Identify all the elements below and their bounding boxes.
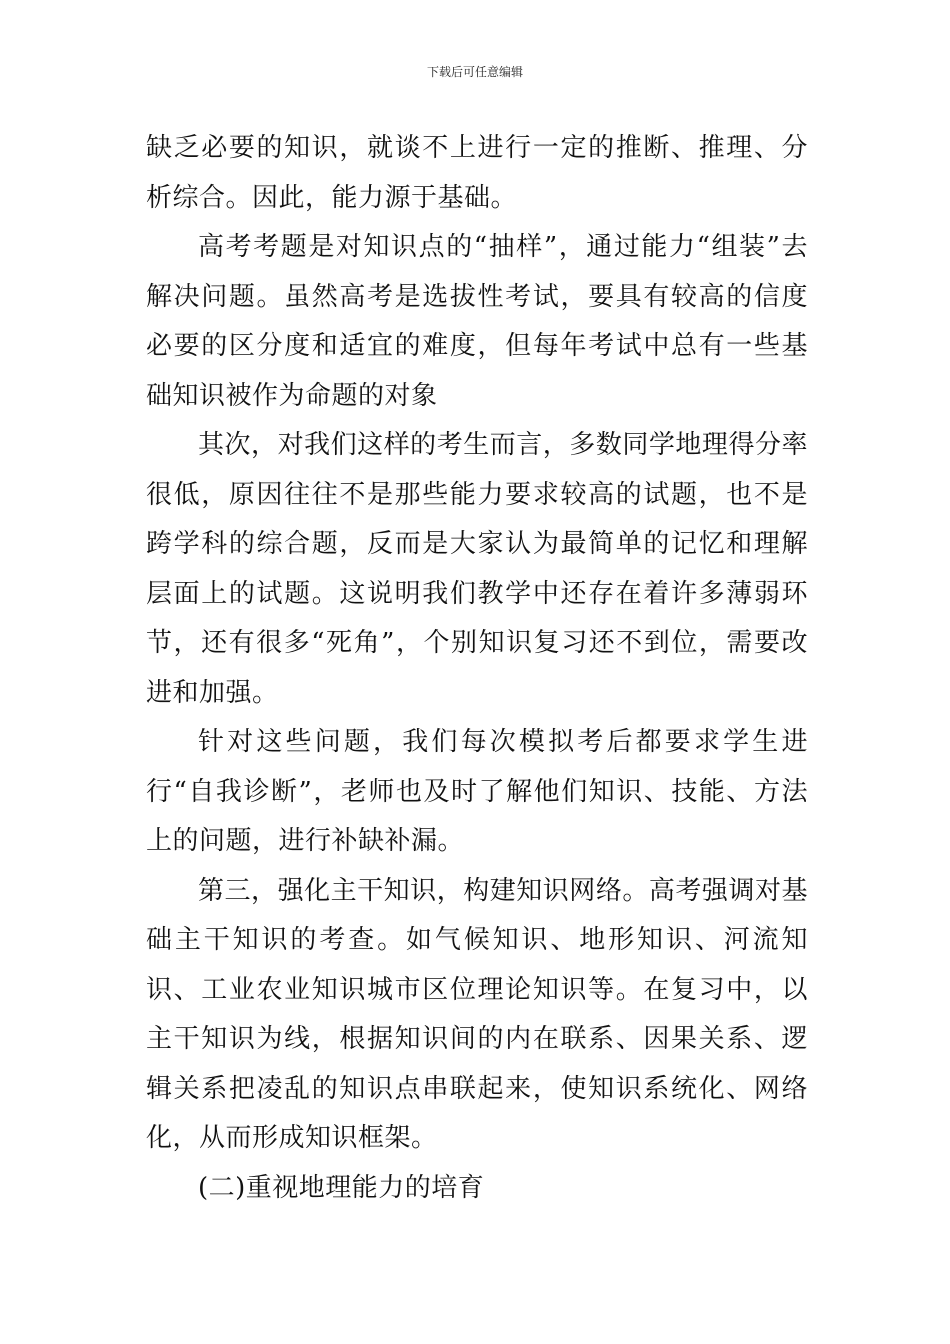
paragraph-1: 缺乏必要的知识，就谈不上进行一定的推断、推理、分析综合。因此，能力源于基础。 — [146, 133, 808, 213]
paragraph-4: 针对这些问题，我们每次模拟考后都要求学生进行“自我诊断”，老师也及时了解他们知识、技能、方法上的问题，进行补缺补漏。 — [146, 727, 808, 856]
document-body — [146, 124, 808, 1213]
paragraph-2: 高考考题是对知识点的“抽样”，通过能力“组装”去解决问题。虽然高考是选拔性考试，要具有较高的信度必要的区分度和适宜的难度，但每年考试中总有一些基础知识被作为命题的对象 — [146, 232, 808, 411]
paragraph-3: 其次，对我们这样的考生而言，多数同学地理得分率很低，原因往往不是那些能力要求较高的试题，也不是跨学科的综合题，反而是大家认为最简单的记忆和理解层面上的试题。这说明我们教学中还存在着许多薄弱环节，还有很多“死角”，个别知识复习还不到位，需要改进和加强。 — [146, 430, 808, 708]
page-header-note: 下载后可任意编辑 — [426, 65, 523, 79]
section-heading: (二)重视地理能力的培育 — [198, 1172, 485, 1203]
paragraph-5: 第三，强化主干知识，构建知识网络。高考强调对基础主干知识的考查。如气候知识、地形知识、河流知识、工业农业知识城市区位理论知识等。在复习中，以主干知识为线，根据知识间的内在联系、因果关系、逻辑关系把凌乱的知识点串联起来，使知识系统化、网络化，从而形成知识框架。 — [146, 875, 808, 1153]
